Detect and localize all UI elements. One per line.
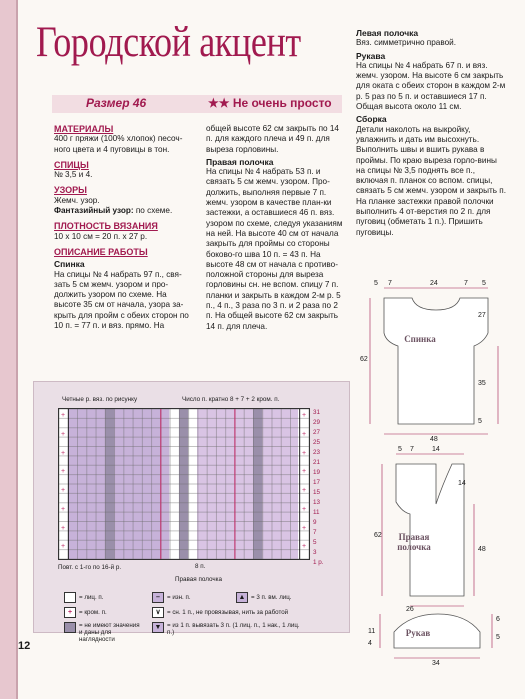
row-number: 21 (313, 459, 321, 466)
column-2 (206, 124, 344, 332)
row-number: 27 (313, 429, 321, 436)
right-front-heading: Правая полочка (206, 156, 274, 167)
svg-text:+: + (61, 431, 66, 438)
pattern-2 (54, 206, 194, 216)
row-number: 7 (313, 529, 317, 536)
svg-text:+: + (302, 412, 307, 419)
page-number: 12 (18, 640, 31, 652)
no-stitch-symbol (64, 622, 76, 633)
sleeve-piece-label: Рукав (405, 628, 431, 638)
svg-text:+: + (302, 468, 307, 475)
gauge-text: 10 х 10 см = 20 п. х 27 р. (54, 231, 148, 241)
svg-text:+: + (61, 468, 66, 475)
svg-text:+: + (61, 412, 66, 419)
knitting-chart-grid (58, 408, 310, 560)
svg-text:+: + (61, 450, 66, 457)
increase-3-icon: ▼ (152, 622, 164, 633)
legend-knit: = лиц. п. (64, 592, 103, 603)
right-front-chart-label: Правая полочка (175, 576, 223, 583)
back-dim-band: 5 (478, 418, 482, 425)
assembly-heading: Сборка (356, 114, 387, 125)
front-dim-body: 48 (478, 546, 486, 553)
repeat-rows-note: Повт. с 1-го по 16-й р. (58, 564, 122, 571)
front-dim-top-3: 14 (432, 446, 440, 453)
sleeve-heading: Рукава (356, 50, 386, 61)
column-3 (356, 26, 506, 238)
front-piece-label: Правая полочка (397, 532, 431, 552)
sleeve-dim-band: 5 (496, 634, 500, 641)
sleeve-dim-cap: 4 (368, 640, 372, 647)
svg-text:+: + (302, 543, 307, 550)
front-schematic (396, 464, 464, 596)
front-dim-neck: 14 (458, 480, 466, 487)
chart-grid-svg (59, 409, 309, 559)
row-number: 3 (313, 549, 317, 556)
front-dim-height: 62 (374, 532, 382, 539)
legend-slip: ∨ = сн. 1 п., не провязывая, нить за работой (152, 607, 288, 618)
front-dim-top-2: 7 (410, 446, 414, 453)
legend-increase: ▼ = из 1 п. вывязать 3 п. (1 лиц. п., 1 нак., 1 лиц. п.) (152, 622, 302, 636)
left-front-heading: Левая полочка (356, 28, 419, 38)
purl-symbol: – (152, 592, 164, 603)
row-number: 23 (313, 449, 321, 456)
description-heading: ОПИСАНИЕ РАБОТЫ (54, 246, 148, 257)
assembly-text: Детали наколоть на выкройку, увлажнить и дать им высохнуть. Выполнить швы и вшить рукава в проймы. По краю выреза горло-вины на спицы № 3,5 поднять все п., включая п. планок со вспом. спицы, связать 5 см жемч. узором и закрыть п. На планке застежки правой полочки выполнить 4 от-верстия по 2 п. для пуговиц (обметать 1 п.). Пришить пуговицы. (356, 124, 506, 237)
row-number: 25 (313, 439, 321, 446)
row-number: 9 (313, 519, 317, 526)
knit-symbol (64, 592, 76, 603)
back-schematic (384, 298, 488, 424)
back-dim-width: 48 (430, 436, 438, 443)
row-number: 5 (313, 539, 317, 546)
pattern-2-text: по схеме. (133, 206, 173, 216)
chart-stitch-count-note: Число п. кратно 8 + 7 + 2 кром. п. (182, 396, 280, 403)
row-number: 19 (313, 469, 321, 476)
page-title: Городской акцент (36, 19, 301, 66)
column-1 (54, 124, 194, 331)
front-dim-width: 26 (406, 606, 414, 613)
back-text: На спицы № 4 набрать 97 п., свя-зать 5 см жемч. узором и про-должить узором по схеме. На высоте 35 см от начала, узора за-крыть для пройм с обеих сторон по 10 п. = 77 п. и вяз. прямо. На (54, 269, 189, 331)
back-dim-body: 35 (478, 380, 486, 387)
svg-text:+: + (61, 506, 66, 513)
back-dim-top-4: 7 (464, 280, 468, 287)
chart-row-numbers (313, 408, 331, 568)
back-dim-top-5: 5 (482, 280, 486, 287)
legend-decrease: ▲ = 3 п. вм. лиц. (236, 592, 292, 603)
back-dim-top-3: 24 (430, 280, 438, 287)
svg-text:+: + (61, 525, 66, 532)
chart-cells (59, 409, 309, 559)
row-number: 17 (313, 479, 321, 486)
row-number: 15 (313, 489, 321, 496)
size-label: Размер 46 (86, 96, 147, 110)
right-front-text: На спицы № 4 набрать 53 п. и связать 5 см жемч. узором. Про-должить, выполняя первые 7 п. жемч. узором в качестве план-ки застежки, а оставшиеся 46 п. вяз. узором по схеме, следуя указаниям на ней. На высоте 40 см от начала закрыть для проймы со стороны боково-го шва 10 п. = 43 п. На высоте 48 см от начала с противо-положной стороны для выреза горловины сн. не вспом. спицу 7 п. планки и закрыть в каждом 2-м р. 5 п., 4 п., 3 раза по 3 п. и 2 раза по 2 п. На общей высоте 62 см закрыть 14 п. для плеча. (206, 167, 343, 331)
chart-even-rows-note: Четные р. вяз. по рисунку (62, 396, 138, 403)
back-dim-height: 62 (360, 356, 368, 363)
row-number: 1 р. (313, 559, 324, 566)
gauge-heading: ПЛОТНОСТЬ ВЯЗАНИЯ (54, 221, 158, 232)
sleeve-dim-height: 11 (368, 628, 376, 635)
sleeve-dim-cap-right: 6 (496, 616, 500, 623)
materials-heading: МАТЕРИАЛЫ (54, 124, 114, 134)
svg-text:+: + (61, 543, 66, 550)
slip-stitch-icon: ∨ (152, 607, 164, 618)
svg-text:+: + (302, 487, 307, 494)
back-dim-top-1: 5 (374, 280, 378, 287)
left-margin-line (16, 0, 18, 699)
back-dim-armhole: 27 (478, 312, 486, 319)
patterns-heading: УЗОРЫ (54, 185, 87, 196)
left-front-text: Вяз. симметрично правой. (356, 38, 457, 48)
svg-text:+: + (302, 450, 307, 457)
row-number: 13 (313, 499, 321, 506)
svg-text:+: + (302, 525, 307, 532)
legend-none: = не имеют значения и даны для наглядности (64, 622, 140, 643)
sleeve-dim-width: 34 (432, 660, 440, 667)
row-number: 29 (313, 419, 321, 426)
legend-purl: – = изн. п. (152, 592, 191, 603)
pattern-1: Жемч. узор. (54, 195, 100, 205)
back-piece-label: Спинка (404, 334, 436, 344)
front-dim-top-1: 5 (398, 446, 402, 453)
pattern-2-name: Фантазийный узор: (54, 206, 134, 216)
back-text-continued: общей высоте 62 см закрыть по 14 п. для каждого плеча и 49 п. для выреза горловины. (206, 124, 339, 154)
svg-text:+: + (302, 431, 307, 438)
difficulty-label: ★★ Не очень просто (208, 96, 332, 110)
svg-text:+: + (61, 487, 66, 494)
materials-text: 400 г пряжи (100% хлопок) песоч-ного цвета и 4 пуговицы в тон. (54, 134, 183, 154)
left-margin-stripe (0, 0, 16, 699)
needles-text: № 3,5 и 4. (54, 170, 93, 180)
legend-edge: + = кром. п. (64, 607, 107, 618)
sleeve-text: На спицы № 4 набрать 67 п. и вяз. жемч. узором. На высоте 6 см закрыть для оката с обеих сторон в каждом 2-м р. 5 раз по 5 п. и оставшиеся 17 п. Общая высота около 11 см. (356, 60, 506, 112)
back-heading: Спинка (54, 259, 85, 270)
row-number: 11 (313, 509, 320, 516)
row-number: 31 (313, 409, 321, 416)
repeat-stitch-count: 8 п. (195, 563, 206, 570)
decrease-3-icon: ▲ (236, 592, 248, 603)
back-dim-top-2: 7 (388, 280, 392, 287)
needles-heading: СПИЦЫ (54, 159, 89, 170)
edge-stitch-icon: + (64, 607, 76, 618)
svg-text:+: + (302, 506, 307, 513)
